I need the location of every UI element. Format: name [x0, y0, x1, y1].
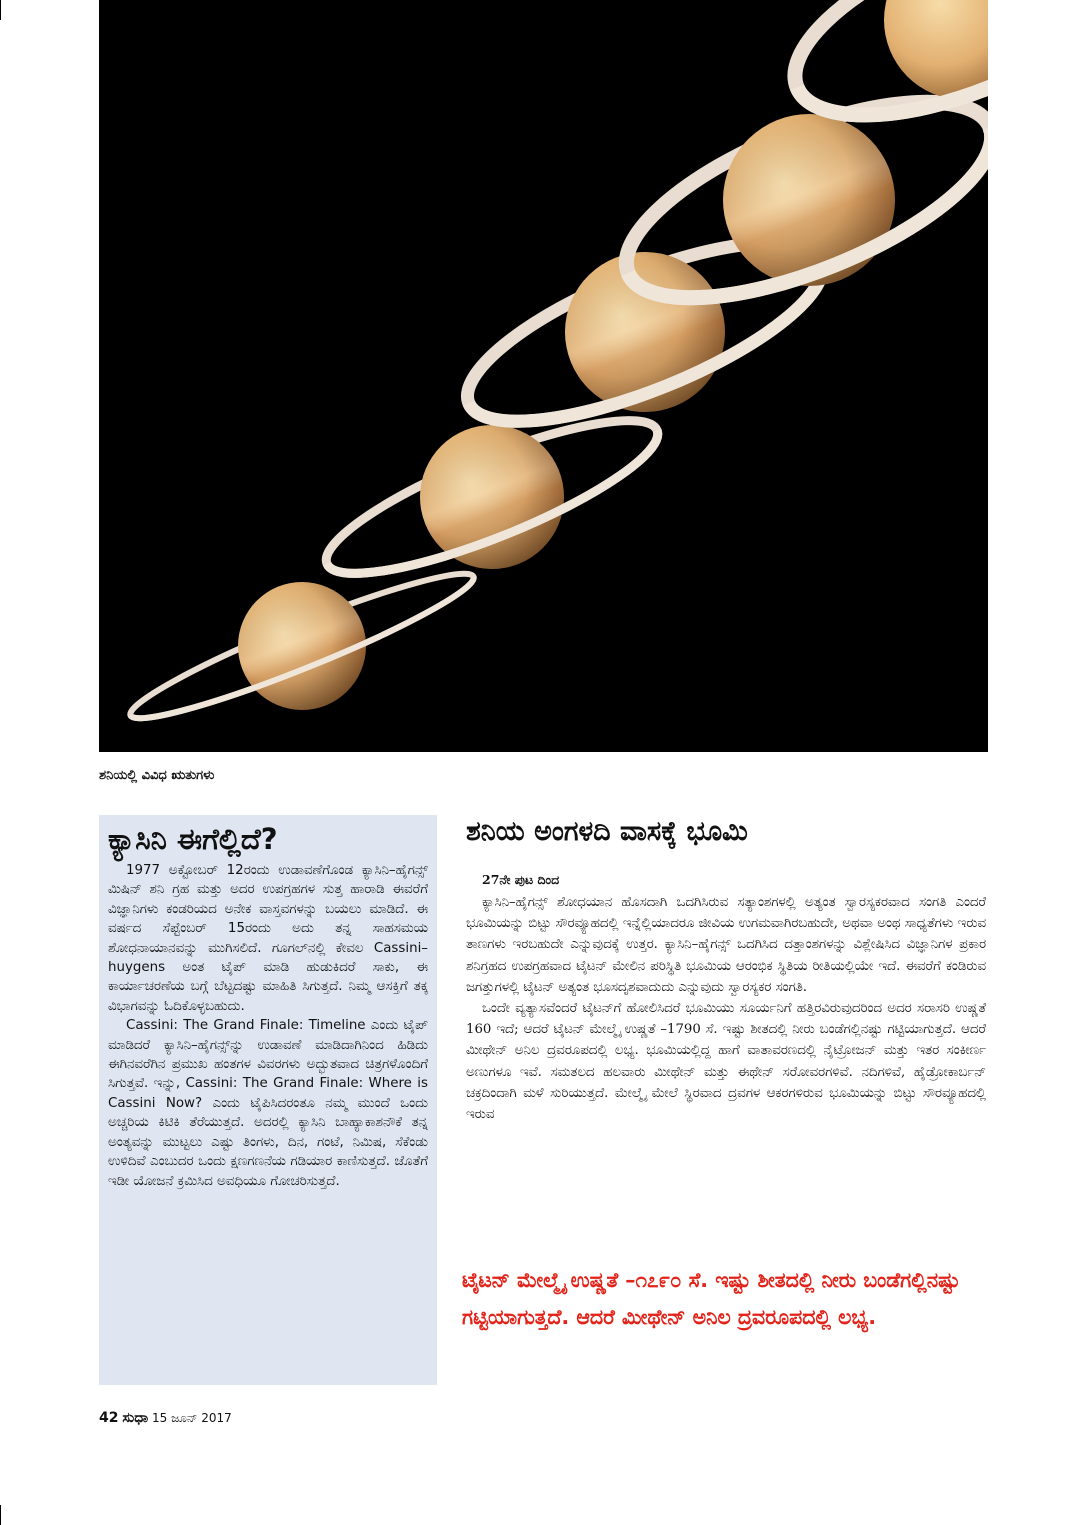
- page-footer: [99, 1410, 232, 1426]
- pull-quote: ಟೈಟನ್ ಮೇಲ್ಮೈ ಉಷ್ಣತೆ –೧೭೯೦ ಸೆ. ಇಷ್ಟು ಶೀತದಲ್ಲಿ ನೀರು ಬಂಡೆಗಲ್ಲಿನಷ್ಟು ಗಟ್ಟಿಯಾಗುತ್ತದೆ. ಆದರೆ ಮೀಥೇನ್ ಅನಿಲ ದ್ರವರೂಪದಲ್ಲಿ ಲಭ್ಯ.: [462, 1268, 961, 1329]
- photo-caption: ಶನಿಯಲ್ಲಿ ವಿವಿಧ ಋತುಗಳು: [99, 768, 215, 783]
- sidebar-box: [99, 815, 437, 1385]
- article-title: ಶನಿಯ ಅಂಗಳದಿ ವಾಸಕ್ಕೆ ಭೂಮಿ: [466, 816, 748, 847]
- saturn-illustration: [99, 0, 988, 752]
- magazine-name: ಸುಧಾ: [122, 1410, 149, 1426]
- saturn-seasons-photo: [99, 0, 988, 752]
- article-paragraph: ಕ್ಯಾಸಿನಿ–ಹೈಗನ್ಸ್ ಶೋಧಯಾನ ಹೊಸದಾಗಿ ಒದಗಿಸಿರುವ ಸತ್ಯಾಂಶಗಳಲ್ಲಿ ಅತ್ಯಂತ ಸ್ವಾರಸ್ಯಕರವಾದ ಸಂಗತಿ ಎಂದರೆ ಭೂಮಿಯನ್ನು ಬಿಟ್ಟು ಸೌರವ್ಯೂಹದಲ್ಲಿ ಇನ್ನೆಲ್ಲಿಯಾದರೂ ಜೀವಿಯ ಉಗಮವಾಗಿರಬಹುದೇ, ಅಥವಾ ಅಂಥ ಸಾಧ್ಯತೆಗಳು ಇರುವ ತಾಣಗಳು ಇರಬಹುದೇ ಎನ್ನುವುದಕ್ಕೆ ಉತ್ತರ. ಕ್ಯಾಸಿನಿ–ಹೈಗನ್ಸ್ ಒದಗಿಸಿದ ದತ್ತಾಂಶಗಳನ್ನು ವಿಶ್ಲೇಷಿಸಿದ ವಿಜ್ಞಾನಿಗಳ ಪ್ರಕಾರ ಶನಿಗ್ರಹದ ಉಪಗ್ರಹವಾದ ಟೈಟನ್ ಮೇಲಿನ ಪರಿಸ್ಥಿತಿ ಭೂಮಿಯ ಆರಂಭಿಕ ಸ್ಥಿತಿಯ ರೀತಿಯಲ್ಲಿಯೇ ಇದೆ. ಈವರೆಗೆ ಕಂಡಿರುವ ಜಗತ್ತುಗಳಲ್ಲಿ ಟೈಟನ್ ಅತ್ಯಂತ ಭೂಸದೃಶವಾದುದು ಎನ್ನುವುದು ಸ್ವಾರಸ್ಯಕರ ಸಂಗತಿ.: [466, 895, 986, 995]
- saturn-1: [106, 517, 497, 752]
- article-paragraph: ಒಂದೇ ವ್ಯತ್ಯಾಸವೆಂದರೆ ಟೈಟನ್‌ಗೆ ಹೋಲಿಸಿದರೆ ಭೂಮಿಯು ಸೂರ್ಯನಿಗೆ ಹತ್ತಿರವಿರುವುದರಿಂದ ಅದರ ಸರಾಸರಿ ಉಷ್ಣತೆ 160 ಇದೆ; ಆದರೆ ಟೈಟನ್ ಮೇಲ್ಮೈ ಉಷ್ಣತೆ –1790 ಸೆ. ಇಷ್ಟು ಶೀತದಲ್ಲಿ ನೀರು ಬಂಡೆಗಲ್ಲಿನಷ್ಟು ಗಟ್ಟಿಯಾಗುತ್ತದೆ. ಆದರೆ ಮೀಥೇನ್ ಅನಿಲ ದ್ರವರೂಪದಲ್ಲಿ ಲಭ್ಯ. ಭೂಮಿಯಲ್ಲಿದ್ದ ಹಾಗೆ ವಾತಾವರಣದಲ್ಲಿ ನೈಟ್ರೋಜನ್ ಮತ್ತು ಇತರ ಸಂಕೀರ್ಣ ಅಣುಗಳೂ ಇವೆ. ಸಮತಲದ ಹಲವಾರು ಮೀಥೇನ್ ಮತ್ತು ಈಥೇನ್ ಸರೋವರಗಳಿವೆ. ನದಿಗಳಿವೆ, ಹೈಡ್ರೋಕಾರ್ಬನ್ ಚಕ್ರದಿಂದಾಗಿ ಮಳೆ ಸುರಿಯುತ್ತದೆ. ಮೇಲ್ಮೈ ಮೇಲೆ ಸ್ಥಿರವಾದ ದ್ರವಗಳ ಆಕರಗಳಿರುವ ಭೂಮಿಯನ್ನು ಬಿಟ್ಟು ಸೌರವ್ಯೂಹದಲ್ಲಿ ಇರುವ: [466, 1001, 986, 1123]
- continued-from: 27ನೇ ಪುಟ ದಿಂದ: [482, 872, 560, 887]
- sidebar-title: ಕ್ಯಾಸಿನಿ ಈಗೆಲ್ಲಿದೆ?: [108, 822, 278, 856]
- crop-mark: [0, 0, 1, 20]
- issue-date: 15 ಜೂನ್ 2017: [152, 1411, 232, 1425]
- sidebar-paragraph: Cassini: The Grand Finale: Timeline ಎಂದು ಟೈಪ್ ಮಾಡಿದರೆ ಕ್ಯಾಸಿನಿ–ಹೈಗನ್ಸ್‌ನ್ನು ಉಡಾವಣೆ ಮಾಡಿದಾಗಿನಿಂದ ಹಿಡಿದು ಈಗಿನವರೆಗಿನ ಪ್ರಮುಖ ಹಂತಗಳ ವಿವರಗಳು ಅದ್ಭುತವಾದ ಚಿತ್ರಗಳೊಂದಿಗೆ ಸಿಗುತ್ತವೆ. ಇನ್ನು, Cassini: The Grand Finale: Where is Cassini Now? ಎಂದು ಟೈಪಿಸಿದರಂತೂ ನಮ್ಮ ಮುಂದೆ ಒಂದು ಅಚ್ಚರಿಯ ಕಿಟಿಕಿ ತೆರೆಯುತ್ತದೆ. ಅದರಲ್ಲಿ ಕ್ಯಾಸಿನಿ ಬಾಹ್ಯಾಕಾಶನೌಕೆ ತನ್ನ ಅಂತ್ಯವನ್ನು ಮುಟ್ಟಲು ಎಷ್ಟು ತಿಂಗಳು, ದಿನ, ಗಂಟೆ, ನಿಮಿಷ, ಸೆಕೆಂಡು ಉಳಿದಿವೆ ಎಂಬುದರ ಒಂದು ಕ್ಷಣಗಣನೆಯ ಗಡಿಯಾರ ಕಾಣಿಸುತ್ತದೆ. ಜೊತೆಗೆ ಇಡೀ ಯೋಜನೆ ಕ್ರಮಿಸಿದ ಅವಧಿಯೂ ಗೋಚರಿಸುತ್ತದೆ.: [108, 1018, 428, 1189]
- page-number: 42: [99, 1410, 119, 1426]
- article-body: [466, 872, 986, 1125]
- crop-mark: [0, 1505, 1, 1525]
- sidebar-paragraph: 1977 ಅಕ್ಟೋಬರ್ 12ರಂದು ಉಡಾವಣೆಗೊಂಡ ಕ್ಯಾಸಿನಿ–ಹೈಗನ್ಸ್ ಮಿಷಿನ್ ಶನಿ ಗ್ರಹ ಮತ್ತು ಅದರ ಉಪಗ್ರಹಗಳ ಸುತ್ತ ಹಾರಾಡಿ ಈವರೆಗೆ ವಿಜ್ಞಾನಿಗಳು ಕಂಡರಿಯದ ಅನೇಕ ವಾಸ್ತವಗಳನ್ನು ಬಯಲು ಮಾಡಿದೆ. ಈ ವರ್ಷದ ಸೆಪ್ಟೆಂಬರ್ 15ರಂದು ಅದು ತನ್ನ ಸಾಹಸಮಯ ಶೋಧನಾಯಾನವನ್ನು ಮುಗಿಸಲಿದೆ. ಗೂಗಲ್‌ನಲ್ಲಿ ಕೇವಲ Cassini–huygens ಅಂತ ಟೈಪ್ ಮಾಡಿ ಹುಡುಕಿದರೆ ಸಾಕು, ಈ ಕಾರ್ಯಾಚರಣೆಯ ಬಗ್ಗೆ ಬೆಟ್ಟದಷ್ಟು ಮಾಹಿತಿ ಸಿಗುತ್ತದೆ. ನಿಮ್ಮ ಆಸಕ್ತಿಗೆ ತಕ್ಕ ವಿಭಾಗವನ್ನು ಓದಿಕೊಳ್ಳಬಹುದು.: [108, 863, 428, 1014]
